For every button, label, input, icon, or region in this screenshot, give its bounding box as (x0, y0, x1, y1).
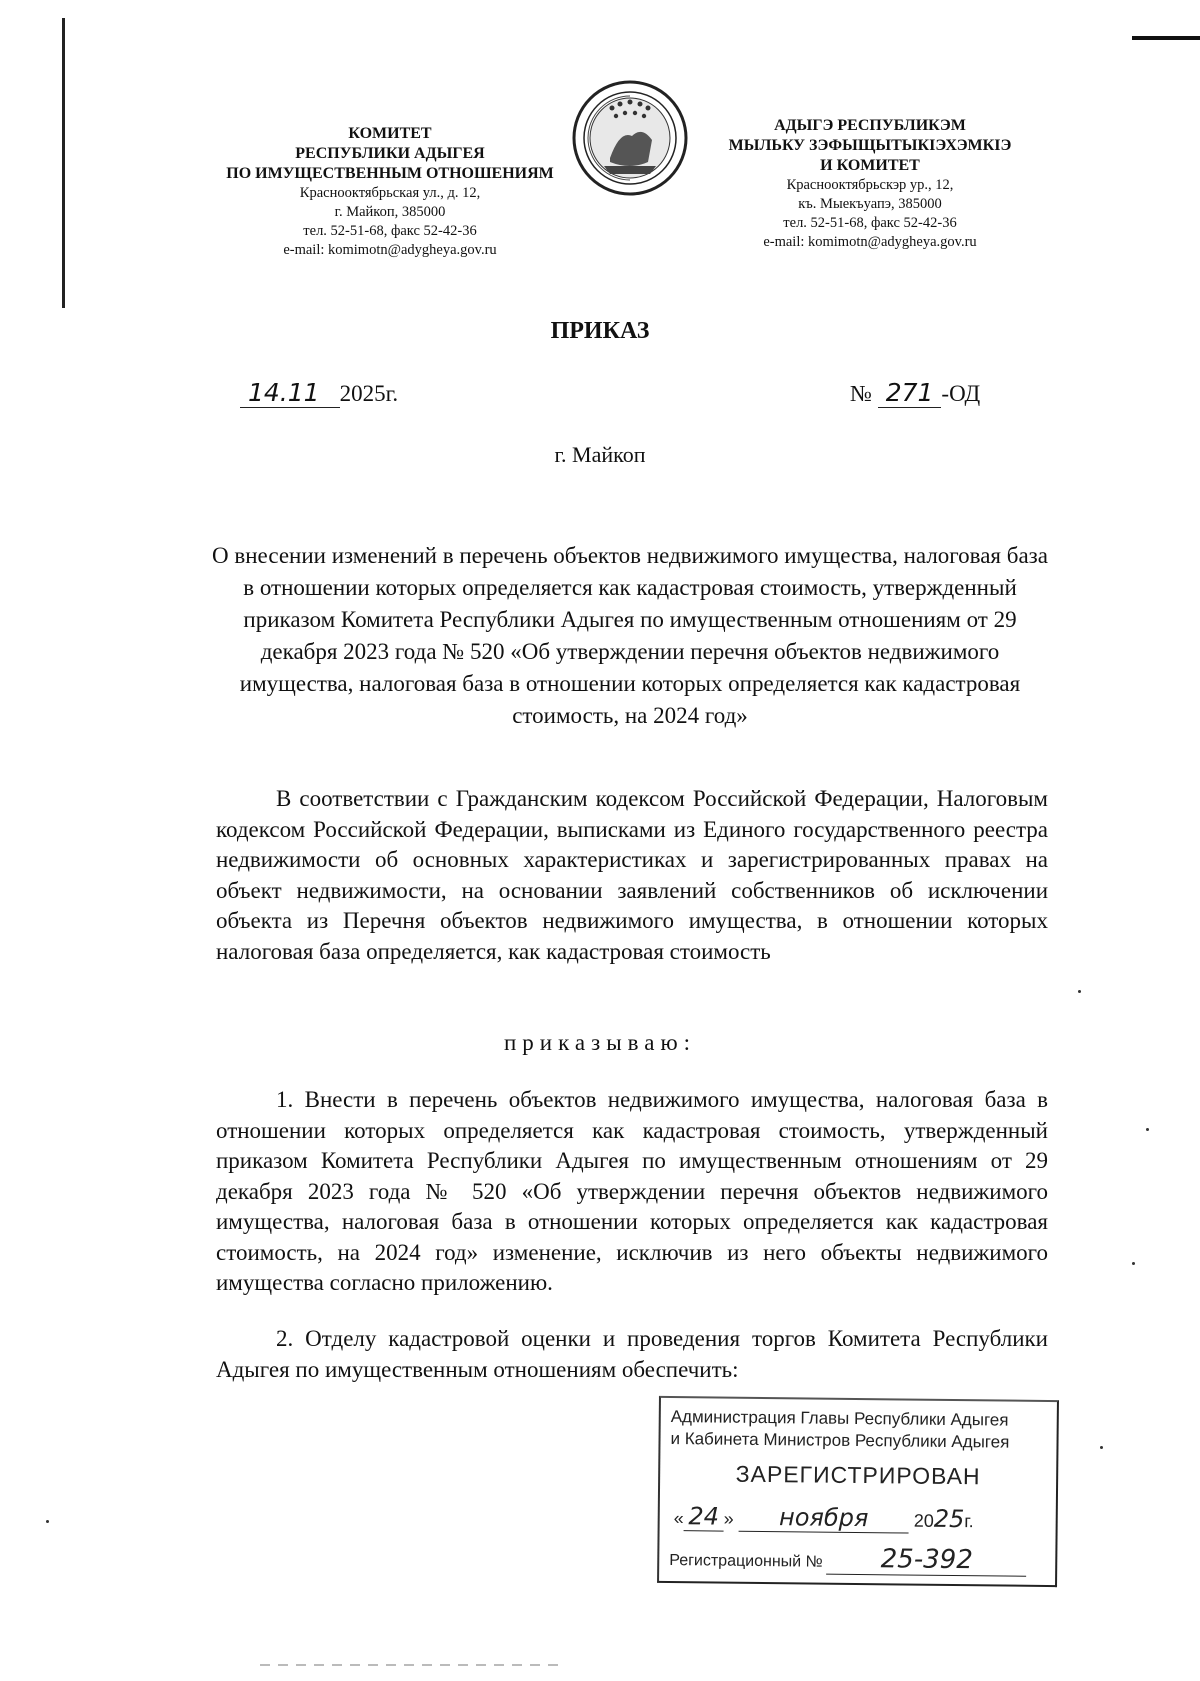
header-right-line2: МЫЛЬКУ ЗЭФЫЩЫТЫКІЭХЭМКІЭ (728, 137, 1012, 154)
stamp-reg-label: Регистрационный № (669, 1552, 823, 1571)
order-number-handwritten: 271 (878, 378, 942, 408)
stamp-day-handwritten: 24 (684, 1502, 724, 1531)
coat-of-arms-emblem (570, 78, 690, 198)
stamp-year-handwritten: 25 (933, 1504, 965, 1534)
header-left-address1: Краснооктябрьская ул., д. 12, (299, 185, 481, 201)
stamp-date (674, 1502, 1050, 1535)
order-item-1: 1. Внести в перечень объектов недвижимого имущества, налоговая база в отношении которых определяется как кадастровая стоимость, утвержденный приказом Комитета Республики Адыгея по имущественным отношениям от 29 декабря 2023 года № 520 «Об утверждении перечня объектов недвижимого имущества, налоговая база в отношении которых определяется как кадастровая стоимость, на 2024 год» изменение, исключив из него объекты недвижимого имущества согласно приложению. (216, 1087, 1048, 1295)
registration-stamp (657, 1396, 1059, 1587)
header-left-line1: КОМИТЕТ (348, 125, 432, 142)
scan-speck (1132, 1262, 1135, 1265)
order-date-handwritten: 14.11 (240, 378, 340, 408)
header-left-phone: тел. 52-51-68, факс 52-42-36 (303, 223, 477, 239)
order-word: приказываю: (503, 1030, 697, 1055)
header-left (200, 124, 580, 260)
header-right (700, 116, 1040, 252)
stamp-org-line1: Администрация Главы Республики Адыгея (670, 1407, 1009, 1430)
stamp-organization (670, 1406, 1050, 1454)
document-subject: О внесении изменений в перечень объектов недвижимого имущества, налоговая база в отношении которых определяется как кадастровая стоимость, утвержденный приказом Комитета Республики Адыгея по имущественным отношениям от 29 декабря 2023 года № 520 «Об утверждении перечня объектов недвижимого имущества, налоговая база в отношении которых определяется как кадастровая стоимость, на 2024 год» (212, 543, 1048, 728)
stamp-reg-number-handwritten: 25-392 (827, 1544, 1027, 1577)
scan-speck (1100, 1446, 1103, 1449)
stamp-status: ЗАРЕГИСТРИРОВАН (735, 1460, 981, 1490)
preamble-paragraph: В соответствии с Гражданским кодексом Российской Федерации, Налоговым кодексом Российской Федерации, выписками из Единого государственного реестра недвижимости об основных характеристиках и зарегистрированных правах на объект недвижимости, на основании заявлений собственников об исключении объекта из Перечня объектов недвижимого имущества, в отношении которых налоговая база определяется, как кадастровая стоимость (216, 786, 1048, 964)
order-date-year: 2025г. (339, 381, 399, 406)
city-line: г. Майкоп (554, 442, 646, 467)
stamp-registration-number (669, 1542, 1049, 1577)
stamp-year-prefix: 20 (913, 1510, 934, 1531)
order-number-suffix: -ОД (941, 381, 981, 406)
order-item-2: 2. Отделу кадастровой оценки и проведения торгов Комитета Республики Адыгея по имущественным отношениям обеспечить: (216, 1326, 1048, 1382)
scan-speck (1078, 990, 1081, 993)
stamp-year-suffix: г. (964, 1511, 974, 1532)
scan-edge-mark (1132, 36, 1200, 40)
header-right-address1: Краснооктябрьскэр ур., 12, (786, 177, 954, 193)
document-title: ПРИКАЗ (550, 318, 650, 344)
stamp-quote-open: « (673, 1508, 684, 1529)
header-left-address2: г. Майкоп, 385000 (334, 204, 446, 220)
order-date (240, 378, 398, 407)
stamp-month-handwritten: ноября (739, 1503, 909, 1534)
header-right-address2: къ. Мыекъуапэ, 385000 (798, 196, 942, 212)
scan-margin-line (62, 18, 65, 308)
header-left-line3: ПО ИМУЩЕСТВЕННЫМ ОТНОШЕНИЯМ (226, 165, 554, 182)
stamp-quote-close: » (723, 1508, 734, 1529)
scan-bottom-smudge (260, 1664, 560, 1666)
scan-speck (1146, 1128, 1149, 1131)
order-number (850, 378, 980, 407)
header-left-line2: РЕСПУБЛИКИ АДЫГЕЯ (295, 145, 485, 162)
order-number-prefix: № (850, 381, 872, 406)
stamp-org-line2: и Кабинета Министров Республики Адыгея (670, 1429, 1010, 1452)
header-left-email: e-mail: komimotn@adygheya.gov.ru (283, 242, 497, 258)
scan-speck (46, 1520, 49, 1523)
header-right-phone: тел. 52-51-68, факс 52-42-36 (783, 215, 957, 231)
header-right-email: e-mail: komimotn@adygheya.gov.ru (763, 234, 977, 250)
header-right-line3: И КОМИТЕТ (820, 157, 920, 174)
header-right-line1: АДЫГЭ РЕСПУБЛИКЭМ (774, 117, 966, 134)
